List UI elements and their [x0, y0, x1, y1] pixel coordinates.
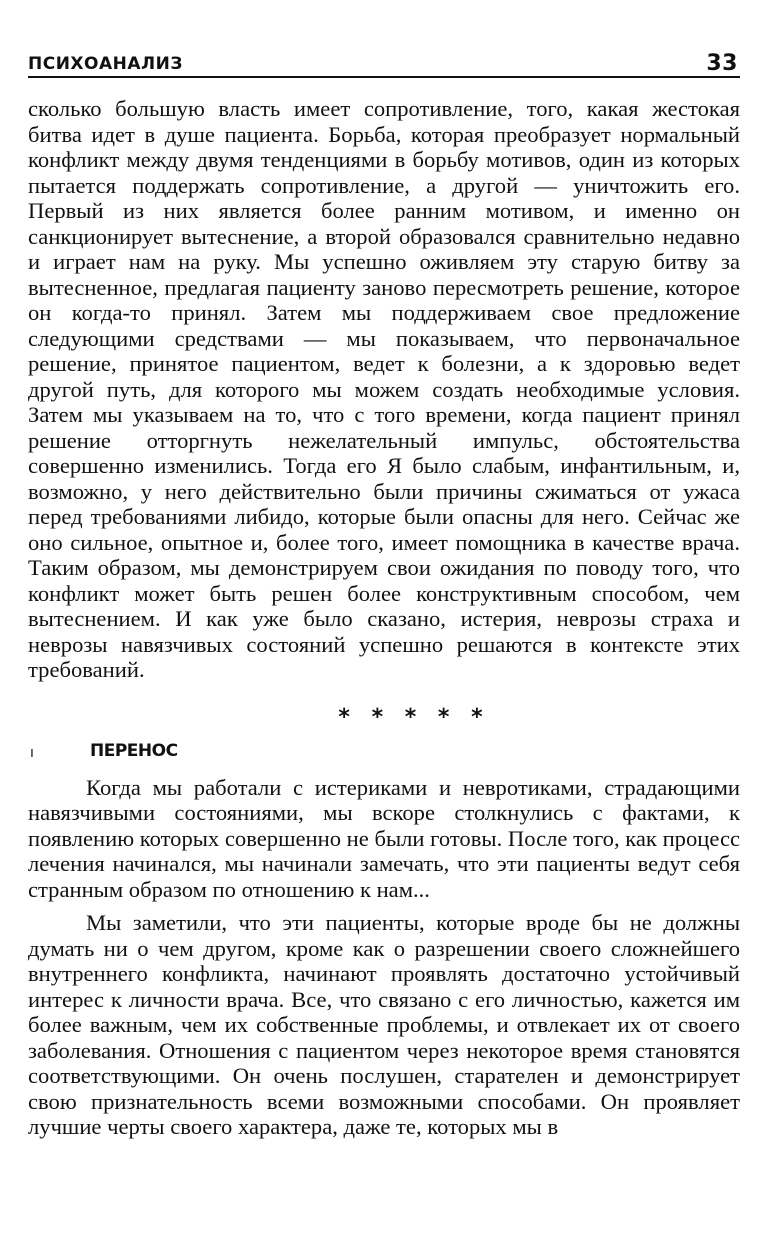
section-heading-row	[28, 739, 740, 769]
running-head	[28, 50, 740, 78]
body-paragraph: сколько большую власть имеет сопротивление, того, какая жестокая битва идет в душе пациента. Борьба, которая преобразует нормальный конфликт между двумя тенденциями в борьбу мотивов, один из которых пытается поддержать сопротивление, а другой — уничтожить его. Первый из них является более ранним мотивом, и именно он санкционирует вытеснение, а второй образовался сравнительно недавно и играет нам на руку. Мы успешно оживляем эту старую битву за вытесненное, предлагая пациенту заново пересмотреть решение, которое он когда-то принял. Затем мы поддерживаем свое предложение следующими средствами — мы показываем, что первоначальное решение, принятое пациентом, ведет к болезни, а к здоровью ведет другой путь, для которого мы можем создать необходимые условия. Затем мы указываем на то, что с того времени, когда пациент принял решение отторгнуть нежелательный импульс, обстоятельства совершенно изменились. Тогда его Я было слабым, инфантильным, и, возможно, у него действительно были причины сжиматься от ужаса перед требованиями либидо, которые были опасны для него. Сейчас же оно сильное, опытное и, более того, имеет помощника в качестве врача. Таким образом, мы демонстрируем свои ожидания по поводу того, что конфликт может быть решен более конструктивным способом, чем вытеснением. И как уже было сказано, истерия, неврозы страха и неврозы навязчивых состояний успешно решаются в контексте этих требований.	[28, 96, 740, 682]
body-paragraph: Когда мы работали с истериками и невротиками, страдающими навязчивыми состояниями, мы вскоре столкнулись с фактами, к появлению которых совершенно не были готовы. После того, как процесс лечения начинался, мы начинали замечать, что эти пациенты ведут себя странным образом по отношению к нам...	[28, 774, 740, 902]
page-number: 33	[706, 51, 738, 76]
section-heading: ПЕРЕНОС	[90, 740, 178, 761]
section-separator: * * * * *	[338, 704, 490, 730]
body-paragraph: Мы заметили, что эти пациенты, которые вроде бы не должны думать ни о чем другом, кроме как о разрешении своего сложнейшего внутреннего конфликта, начинают проявлять достаточно устойчивый интерес к личности врача. Все, что связано с его личностью, кажется им более важным, чем их собственные проблемы, и отвлекает их от своего заболевания. Отношения с пациентом через некоторое время становятся соответствующими. Он очень послушен, старателен и демонстрирует свою признательность всеми возможными способами. Он проявляет лучшие черты своего характера, даже те, которых мы в	[28, 910, 740, 1139]
book-page	[28, 50, 740, 1140]
margin-mark: ı	[30, 744, 34, 761]
section-title: ПСИХОАНАЛИЗ	[28, 54, 183, 74]
